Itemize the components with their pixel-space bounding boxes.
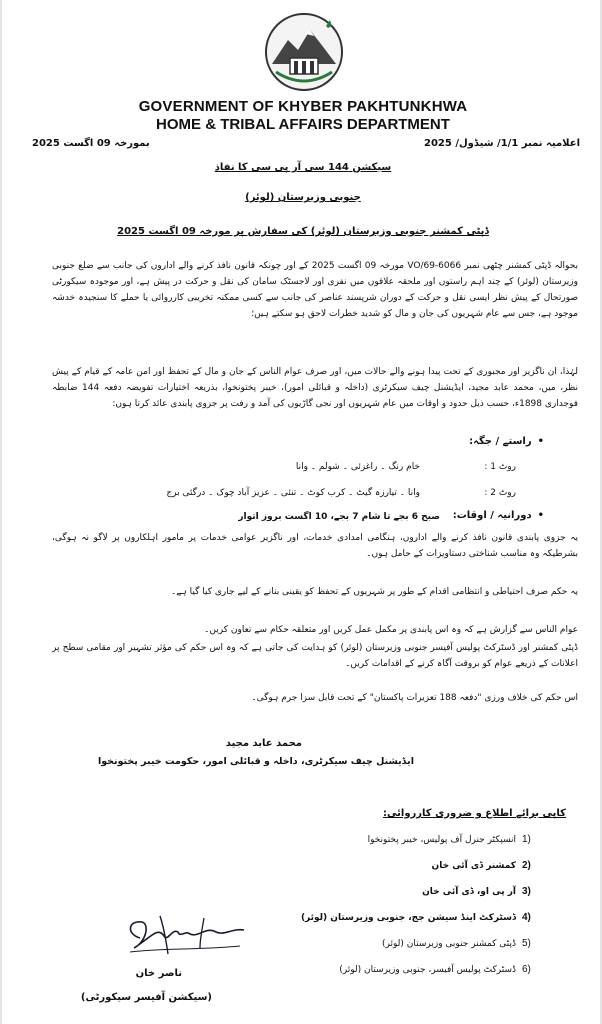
copy-item	[432, 860, 538, 871]
subject-district: جنوبی وزیرستان (لوئر)	[245, 192, 361, 203]
paragraph-precaution: یہ حکم صرف احتیاطی و انتظامی اقدام کے طور پر شہریوں کے تحفظ کو یقینی بنانے کے لیے جاری کیا گیا ہے۔	[171, 587, 578, 597]
copy-item-number: 4)	[522, 912, 531, 923]
paragraph-public-request: عوام الناس سے گزارش ہے کہ وہ اس پابندی پر مکمل عمل کریں اور متعلقہ حکام سے تعاون کریں۔	[204, 625, 578, 635]
copy-item-text: انسپکٹر جنرل آف پولیس، خیبر پختونخوا	[367, 834, 516, 845]
department-heading: HOME & TRIBAL AFFAIRS DEPARTMENT	[156, 116, 450, 133]
copy-item	[339, 964, 538, 975]
route-1-label: روٹ 1 :	[484, 462, 516, 472]
copy-to-heading: کاپی برائے اطلاع و ضروری کارروائی:	[383, 808, 566, 819]
copy-item-text: آر پی او، ڈی آئی خان	[422, 886, 516, 897]
routes-heading: • راستے / جگہ:	[469, 436, 544, 447]
copy-item-number: 1)	[522, 834, 531, 845]
handwritten-signature	[120, 908, 252, 960]
copy-item-number: 3)	[522, 886, 531, 897]
government-heading: GOVERNMENT OF KHYBER PAKHTUNKHWA	[138, 98, 468, 115]
kp-government-emblem	[258, 12, 350, 92]
paragraph-publicity-direction: ڈپٹی کمشنر اور ڈسٹرکٹ پولیس آفیسر جنوبی وزیرستان (لوئر) کو ہدایت کی جاتی ہے کہ وہ اس حکم کی مؤثر تشہیر اور مقامی سطح پر اعلانات کے ذریعے عوام کو بروقت آگاہ کرنے کے اقدامات کریں۔	[52, 643, 578, 669]
copy-item-text: ڈپٹی کمشنر جنوبی وزیرستان (لوئر)	[382, 938, 516, 949]
paragraph-reference: بحوالہ ڈپٹی کمشنر چٹھی نمبر VO/69-6066 مورخہ 09 اگست 2025 کے اور چونکہ قانون نافذ کرنے والے اداروں کی جانب سے ضلع جنوبی وزیرستان (لوئر) کے چند اہم راستوں اور ملحقہ علاقوں میں نفری اور لاجسٹک سامان کی نقل و حرکت در پیش ہے، اور موجودہ سیکورٹی صورتحال کے پیش نظر ایسی نقل و حرکت کے دوران شرپسند عناصر کی جانب سے کسی ممکنہ تخریبی کارروائی یا حملے کا سنجیدہ خدشہ موجود ہے، جس سے عام شہریوں کی جان و مال کو شدید خطرات لاحق ہو سکتے ہیں؛	[52, 261, 579, 319]
subject-recommendation: ڈپٹی کمشنر جنوبی وزیرستان (لوئر) کی سفارش پر مورخہ 09 اگست 2025	[117, 226, 489, 237]
copy-item	[422, 886, 538, 897]
notification-date: بمورخہ 09 اگست 2025	[32, 138, 150, 149]
copy-item	[382, 938, 538, 949]
copy-item-number: 2)	[522, 860, 531, 871]
copy-item	[368, 834, 538, 845]
route-1-text: خام رنگ ۔ راغزئی ۔ شولم ۔ وانا	[295, 462, 420, 472]
signatory-designation: ایڈیشنل چیف سیکرٹری، داخلہ و قبائلی امور، حکومت خیبر پختونخوا	[97, 756, 414, 767]
copy-item-text: ڈسٹرکٹ پولیس آفیسر، جنوبی وزیرستان (لوئر)	[339, 964, 516, 975]
route-2-text: وانا ۔ تیارزہ گیٹ ۔ کرب کوٹ ۔ تنئی ۔ عزیز آباد چوک ۔ درگئی برج	[166, 488, 420, 498]
notification-number: اعلامیہ نمبر 1/1/ شیڈول/ 2025	[424, 138, 580, 149]
copy-item	[301, 912, 538, 923]
signatory-name: محمد عابد مجید	[225, 738, 302, 749]
copy-item-number: 5)	[522, 938, 531, 949]
copy-item-text: کمشنر ڈی آئی خان	[431, 860, 516, 871]
paragraph-order: لہٰذا، ان ناگزیر اور مجبوری کے تحت پیدا ہونے والے حالات میں، اور صرف عوام الناس کے جان و مال کے تحفظ اور امن عامہ کے قیام کے پیش نظر، میں، محمد عابد مجید، ایڈیشنل چیف سیکرٹری (داخلہ و قبائلی امور)، خیبر پختونخوا، بذریعہ اختیارات تفویضہ دفعہ 144 ضابطہ فوجداری 1898ء، حسب ذیل حدود و اوقات میں عام شہریوں اور نجی گاڑیوں کی آمد و رفت پر جزوی پابندی عائد کرتا ہوں:	[52, 367, 578, 409]
timing-text: صبح 6 بجے تا شام 7 بجے، 10 اگست بروز اتوار	[238, 512, 440, 522]
copy-item-text: ڈسٹرکٹ اینڈ سیشن جج، جنوبی وزیرستان (لوئر)	[300, 912, 516, 923]
section-officer-name: ناصر خان	[135, 968, 182, 979]
section-officer-designation: (سیکشن آفیسر سیکورٹی)	[80, 992, 212, 1003]
paragraph-violation: اس حکم کی خلاف ورزی "دفعہ 188 تعزیرات پاکستان" کے تحت قابل سزا جرم ہوگی۔	[251, 693, 578, 703]
route-2-label: روٹ 2 :	[484, 488, 516, 498]
subject-section: سیکشن 144 سی آر پی سی کا نفاذ	[214, 162, 392, 173]
timing-heading: • دورانیہ / اوقات:	[453, 510, 544, 521]
paragraph-exemption: یہ جزوی پابندی قانون نافذ کرنے والے اداروں، ہنگامی امدادی خدمات، اور ناگزیر عوامی خدمات پر مامور اہلکاروں پر لاگو نہ ہوگی، بشرطیکہ وہ مناسب شناختی دستاویزات کے حامل ہوں۔	[52, 533, 578, 559]
copy-item-number: 6)	[522, 964, 531, 975]
